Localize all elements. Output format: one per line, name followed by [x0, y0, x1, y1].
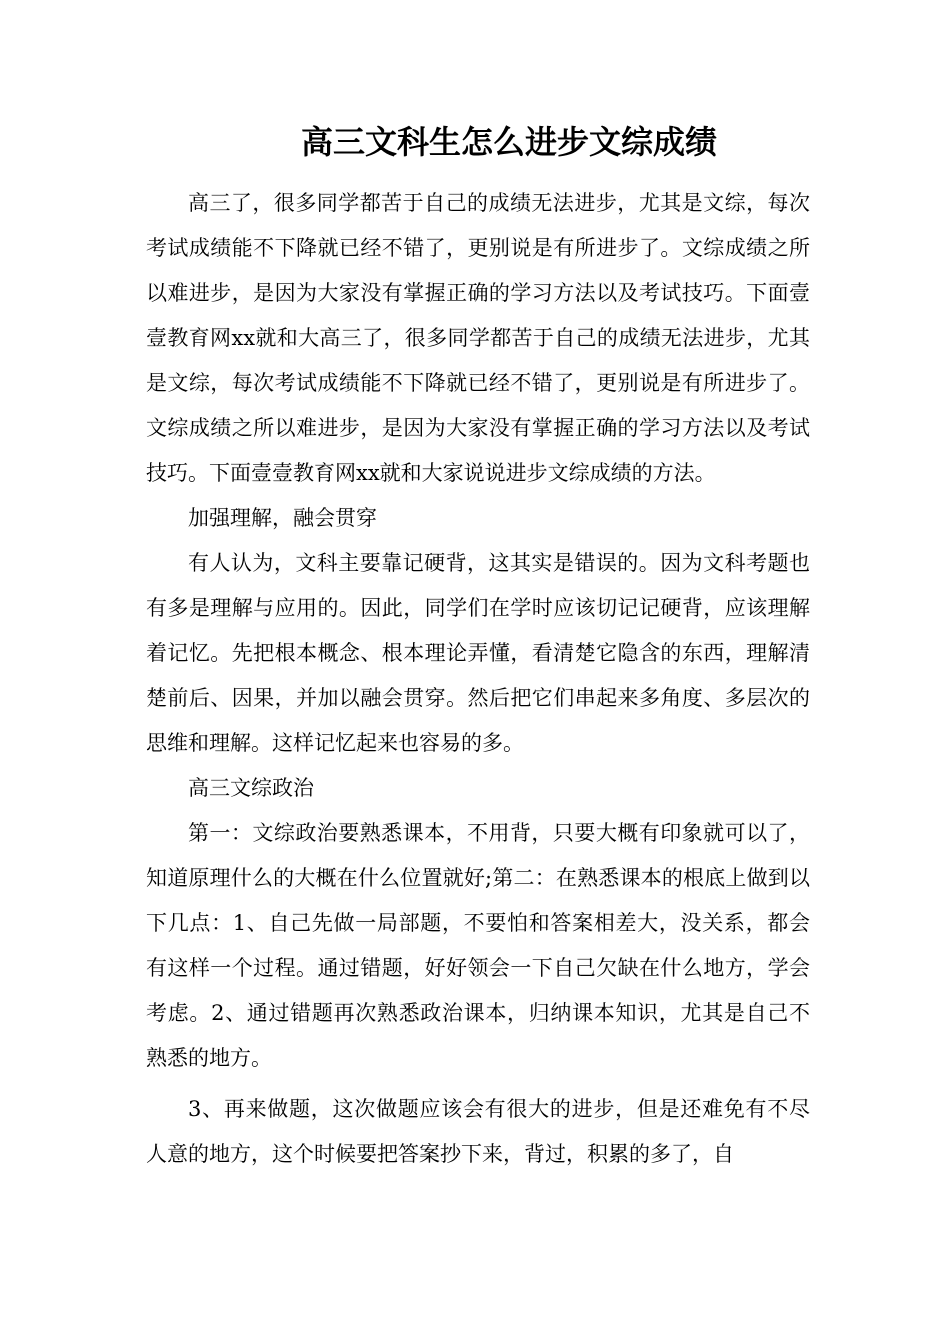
section-heading-politics: 高三文综政治 [188, 776, 314, 800]
paragraph-intro: 高三了，很多同学都苦于自己的成绩无法进步，尤其是文综，每次考试成绩能不下降就已经不错了，更别说是有所进步了。文综成绩之所以难进步，是因为大家没有掌握正确的学习方法以及考试技巧。下面壹壹教育网xx就和大高三了，很多同学都苦于自己的成绩无法进步，尤其是文综，每次考试成绩能不下降就已经不错了，更别说是有所进步了。文综成绩之所以难进步，是因为大家没有掌握正确的学习方法以及考试技巧。下面壹壹教育网xx就和大家说说进步文综成绩的方法。 [146, 191, 810, 485]
paragraph-step-three: 3、再来做题，这次做题应该会有很大的进步，但是还难免有不尽人意的地方，这个时候要把答案抄下来，背过，积累的多了，自 [146, 1097, 810, 1166]
document-body [146, 181, 810, 1177]
paragraph-politics: 第一：文综政治要熟悉课本，不用背，只要大概有印象就可以了，知道原理什么的大概在什么位置就好;第二：在熟悉课本的根底上做到以下几点：1、自己先做一局部题，不要怕和答案相差大，没关系，都会有这样一个过程。通过错题，好好领会一下自己欠缺在什么地方，学会考虑。2、通过错题再次熟悉政治课本，归纳课本知识，尤其是自己不熟悉的地方。 [146, 821, 810, 1070]
document-title: 高三文科生怎么进步文综成绩 [300, 123, 717, 161]
section-heading-understanding: 加强理解，融会贯穿 [188, 506, 377, 530]
paragraph-understanding: 有人认为，文科主要靠记硬背，这其实是错误的。因为文科考题也有多是理解与应用的。因此，同学们在学时应该切记记硬背，应该理解着记忆。先把根本概念、根本理论弄懂，看清楚它隐含的东西，理解清楚前后、因果，并加以融会贯穿。然后把它们串起来多角度、多层次的思维和理解。这样记忆起来也容易的多。 [146, 551, 810, 755]
